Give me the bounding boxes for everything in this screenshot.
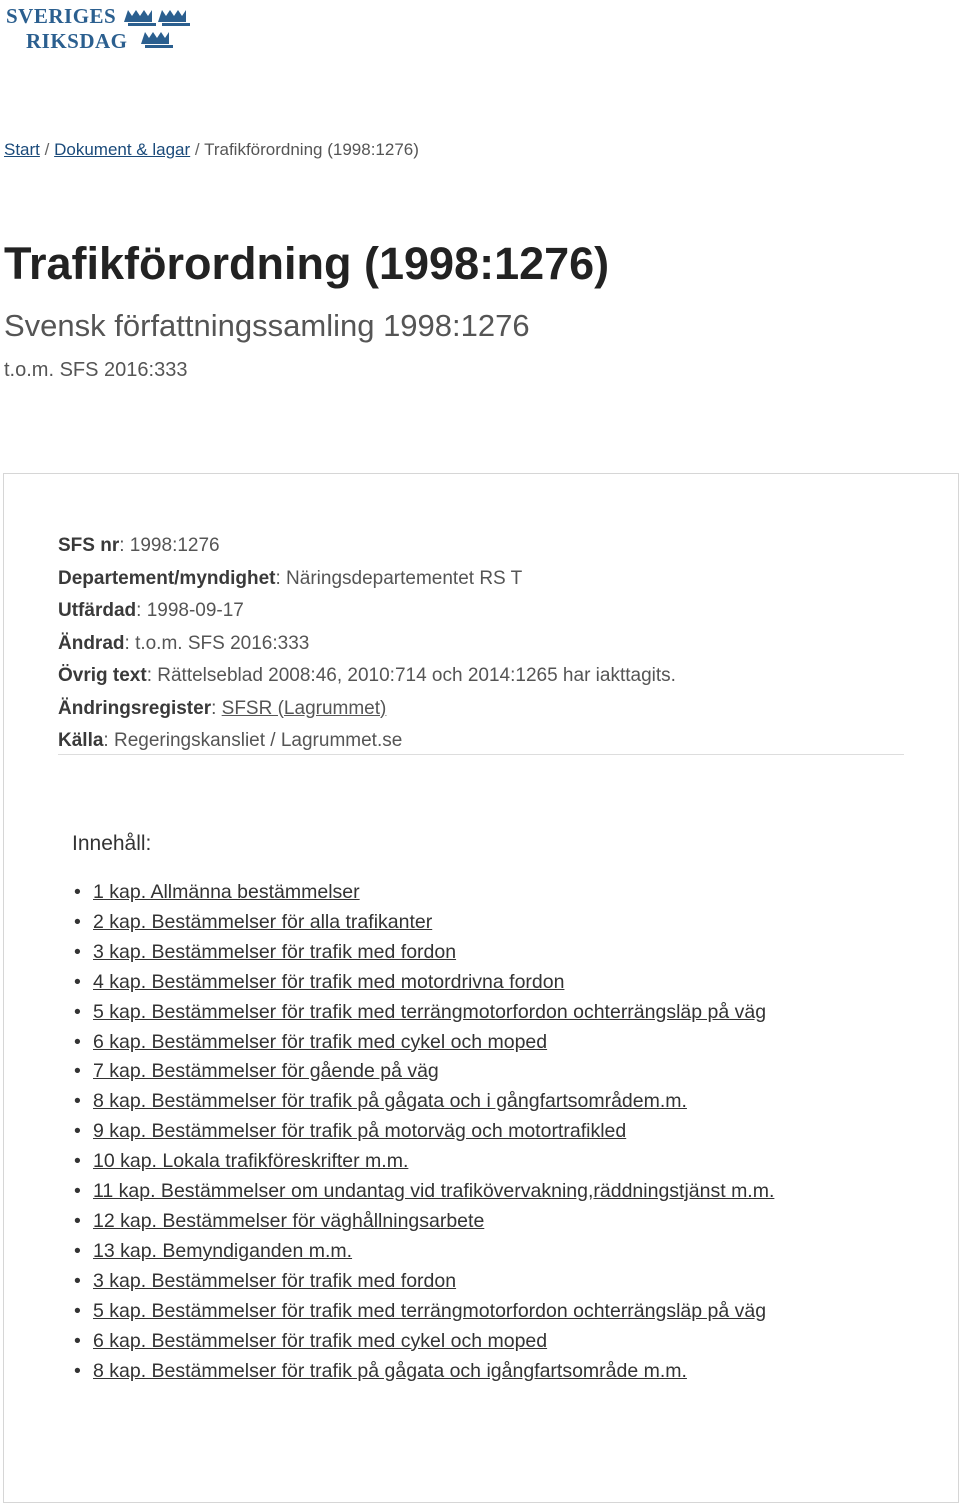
meta-value: 1998-09-17 (146, 600, 244, 621)
toc-link[interactable]: 3 kap. Bestämmelser för trafik med fordon (93, 1269, 457, 1292)
toc-item (72, 1357, 812, 1387)
meta-label: Utfärdad (58, 600, 137, 621)
toc-link[interactable]: 5 kap. Bestämmelser för trafik med terrängmotorfordon ochterrängsläp på väg (93, 1299, 767, 1322)
riksdag-logo[interactable] (6, 4, 186, 54)
toc-item (72, 998, 812, 1028)
metadata-divider (58, 754, 904, 755)
meta-ovrig-text: Övrig text: Rättelseblad 2008:46, 2010:714 och 2014:1265 har iakttagits. (58, 665, 676, 686)
meta-andringsregister: Ändringsregister: SFSR (Lagrummet) (58, 697, 387, 719)
toc-link[interactable]: 1 kap. Allmänna bestämmelser (93, 881, 360, 903)
breadcrumb (4, 140, 419, 160)
toc-item (72, 968, 812, 998)
toc-heading: Innehåll: (72, 832, 152, 855)
toc-link[interactable]: 12 kap. Bestämmelser för väghållningsarbete (93, 1209, 485, 1232)
breadcrumb-link-start[interactable]: Start (4, 140, 40, 159)
toc-link[interactable]: 13 kap. Bemyndiganden m.m. (93, 1239, 353, 1262)
toc-item (72, 908, 812, 938)
document-metadata (58, 530, 904, 758)
amended-through: t.o.m. SFS 2016:333 (4, 359, 188, 381)
meta-label: Departement/myndighet (58, 567, 276, 589)
meta-label: Källa (58, 730, 104, 751)
meta-departement: Departement/myndighet: Näringsdepartementet RS T (58, 567, 523, 589)
toc-item (72, 1297, 812, 1327)
toc-link[interactable]: 2 kap. Bestämmelser för alla trafikanter (93, 910, 433, 933)
andringsregister-link[interactable]: SFSR (Lagrummet) (221, 697, 387, 719)
meta-label: Övrig text (58, 665, 147, 686)
toc-link[interactable]: 11 kap. Bestämmelser om undantag vid trafikövervakning,räddningstjänst m.m. (93, 1180, 775, 1203)
meta-value: Rättelseblad 2008:46, 2010:714 och 2014:1265 har iakttagits. (157, 665, 676, 686)
toc-link[interactable]: 4 kap. Bestämmelser för trafik med motordrivna fordon (93, 970, 565, 993)
meta-label: SFS nr (58, 535, 120, 556)
toc-item (72, 1028, 812, 1058)
toc-item (72, 878, 812, 908)
toc-link[interactable]: 6 kap. Bestämmelser för trafik med cykel och moped (93, 1030, 548, 1053)
toc-item (72, 1147, 812, 1177)
meta-utfardad: Utfärdad: 1998-09-17 (58, 600, 244, 621)
meta-sfs-nr: SFS nr: 1998:1276 (58, 535, 220, 556)
meta-value: t.o.m. SFS 2016:333 (135, 632, 310, 654)
three-crowns-icon (124, 6, 192, 54)
toc-link[interactable]: 7 kap. Bestämmelser för gående på väg (93, 1060, 439, 1083)
toc-item (72, 1177, 812, 1207)
toc-link[interactable]: 9 kap. Bestämmelser för trafik på motorväg och motortrafikled (93, 1120, 627, 1143)
logo-text-line1: SVERIGES (6, 4, 117, 28)
toc-link[interactable]: 5 kap. Bestämmelser för trafik med terrängmotorfordon ochterrängsläp på väg (93, 1000, 767, 1023)
toc-item (72, 1327, 812, 1357)
toc-link[interactable]: 8 kap. Bestämmelser för trafik på gågata och igångfartsområde m.m. (93, 1359, 687, 1382)
meta-value: Näringsdepartementet RS T (286, 567, 523, 589)
toc-item (72, 1207, 812, 1237)
breadcrumb-separator: / (194, 140, 200, 159)
meta-label: Ändringsregister (58, 697, 212, 719)
logo-text-line2: RIKSDAG (26, 29, 128, 53)
toc-item (72, 1057, 812, 1087)
meta-kalla: Källa: Regeringskansliet / Lagrummet.se (58, 730, 403, 751)
breadcrumb-separator: / (44, 140, 50, 159)
page-subtitle: Svensk författningssamling 1998:1276 (4, 308, 530, 343)
meta-label: Ändrad (58, 632, 125, 654)
toc-link[interactable]: 3 kap. Bestämmelser för trafik med fordon (93, 940, 457, 963)
page-title: Trafikförordning (1998:1276) (4, 238, 610, 289)
toc-list (72, 878, 812, 1386)
toc-link[interactable]: 10 kap. Lokala trafikföreskrifter m.m. (93, 1150, 409, 1173)
meta-value: Regeringskansliet / Lagrummet.se (113, 730, 403, 751)
toc-item (72, 1117, 812, 1147)
meta-value: 1998:1276 (129, 535, 220, 556)
meta-andrad: Ändrad: t.o.m. SFS 2016:333 (58, 632, 310, 654)
toc-item (72, 1237, 812, 1267)
breadcrumb-current: Trafikförordning (1998:1276) (204, 140, 419, 159)
toc-item (72, 1087, 812, 1117)
toc-link[interactable]: 8 kap. Bestämmelser för trafik på gågata och i gångfartsområdem.m. (93, 1090, 687, 1113)
toc-item (72, 938, 812, 968)
toc-link[interactable]: 6 kap. Bestämmelser för trafik med cykel och moped (93, 1329, 548, 1352)
breadcrumb-link-dokument-lagar[interactable]: Dokument & lagar (54, 140, 191, 159)
toc-item (72, 1267, 812, 1297)
